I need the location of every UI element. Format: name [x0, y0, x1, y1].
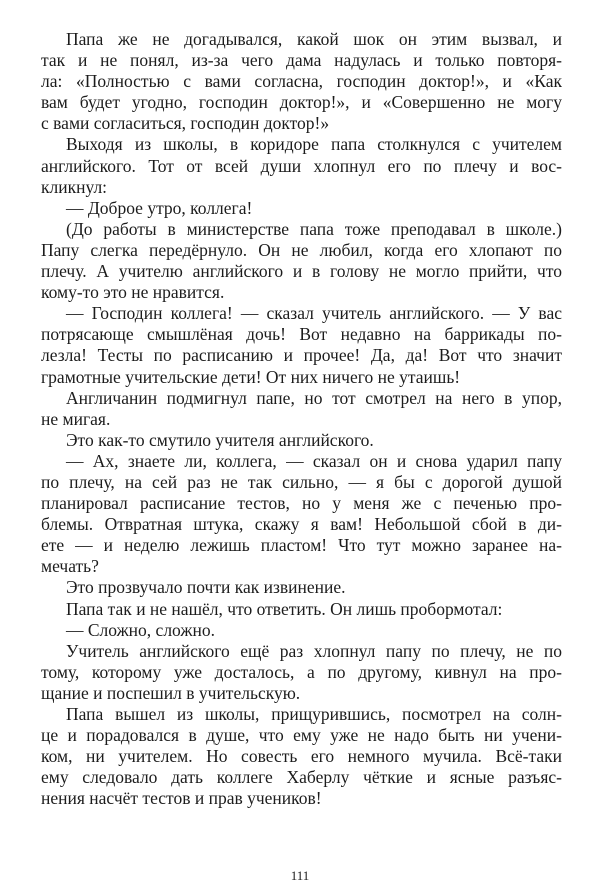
text-line: английского. Тот от всей души хлопнул его по плечу и вос- — [41, 155, 562, 176]
text-line: (До работы в министерстве папа тоже преподавал в школе.) — [66, 218, 562, 239]
text-line: Это как-то смутило учителя английского. — [66, 429, 374, 450]
text-line: по плечу, на сей раз не так сильно, — я бы с дорогой душой — [41, 471, 562, 492]
body-text — [41, 29, 562, 809]
text-line: Папа вышел из школы, прищурившись, посмотрел на солн- — [66, 704, 562, 724]
text-line: Англичанин подмигнул папе, но тот смотрел на него в упор, — [66, 387, 562, 408]
text-line: планировал расписание тестов, но у меня же с печенью про- — [41, 493, 562, 514]
text-line: — Господин коллега! — сказал учитель английского. — У вас — [66, 303, 562, 324]
text-line: лезла! Тесты по расписанию и прочее! Да, да! Вот что значит — [41, 345, 562, 366]
text-line: щание и поспешил в учительскую. — [41, 682, 301, 703]
text-line: кому-то это не нравится. — [41, 282, 225, 303]
text-line: Это прозвучало почти как извинение. — [66, 577, 346, 598]
text-line: Папа же не догадывался, какой шок он этим вызвал, и — [66, 29, 562, 49]
text-line: так и не понял, из-за чего дама надулась и только повторя- — [41, 50, 562, 71]
page-number: 111 — [290, 868, 310, 883]
text-line: це и порадовался в душе, что ему уже не надо быть ни учени- — [41, 725, 562, 746]
text-line: — Доброе утро, коллега! — [66, 197, 253, 218]
text-line: плечу. А учителю английского и в голову не могло прийти, что — [41, 261, 562, 282]
text-line: грамотные учительские дети! От них ничего не утаишь! — [41, 366, 461, 387]
text-line: блемы. Отвратная штука, скажу я вам! Небольшой сбой в ди- — [41, 514, 562, 535]
text-line: Папу слегка передёрнуло. Он не любил, когда его хлопают по — [41, 239, 562, 260]
text-line: потрясающе смышлёная дочь! Вот недавно на баррикады по- — [41, 324, 562, 345]
text-line: Учитель английского ещё раз хлопнул папу по плечу, не по — [66, 640, 562, 661]
text-line: ла: «Полностью с вами согласна, господин доктор!», и «Как — [41, 71, 562, 92]
text-line: не мигая. — [41, 408, 111, 429]
text-line: мечать? — [41, 556, 99, 577]
text-line: ему следовало дать коллеге Хаберлу чёткие и ясные разъяс- — [41, 767, 562, 788]
text-line: с вами согласиться, господин доктор!» — [41, 113, 330, 134]
text-line: ком, ни учителем. Но совесть его немного мучила. Всё-таки — [41, 746, 562, 767]
text-line: Папа так и не нашёл, что ответить. Он лишь пробормотал: — [66, 598, 503, 619]
text-line: вам будет угодно, господин доктор!», и «Совершенно не могу — [41, 92, 562, 113]
text-line: Выходя из школы, в коридоре папа столкнулся с учителем — [66, 134, 562, 155]
text-line: нения насчёт тестов и прав учеников! — [41, 788, 322, 809]
text-line: — Ах, знаете ли, коллега, — сказал он и снова ударил папу — [66, 450, 562, 471]
text-line: тому, которому уже досталось, а по другому, кивнул на про- — [41, 661, 562, 682]
text-line: ете — и неделю лежишь пластом! Что тут можно заранее на- — [41, 535, 562, 556]
text-line: кликнул: — [41, 176, 108, 197]
text-line: — Сложно, сложно. — [66, 619, 215, 640]
